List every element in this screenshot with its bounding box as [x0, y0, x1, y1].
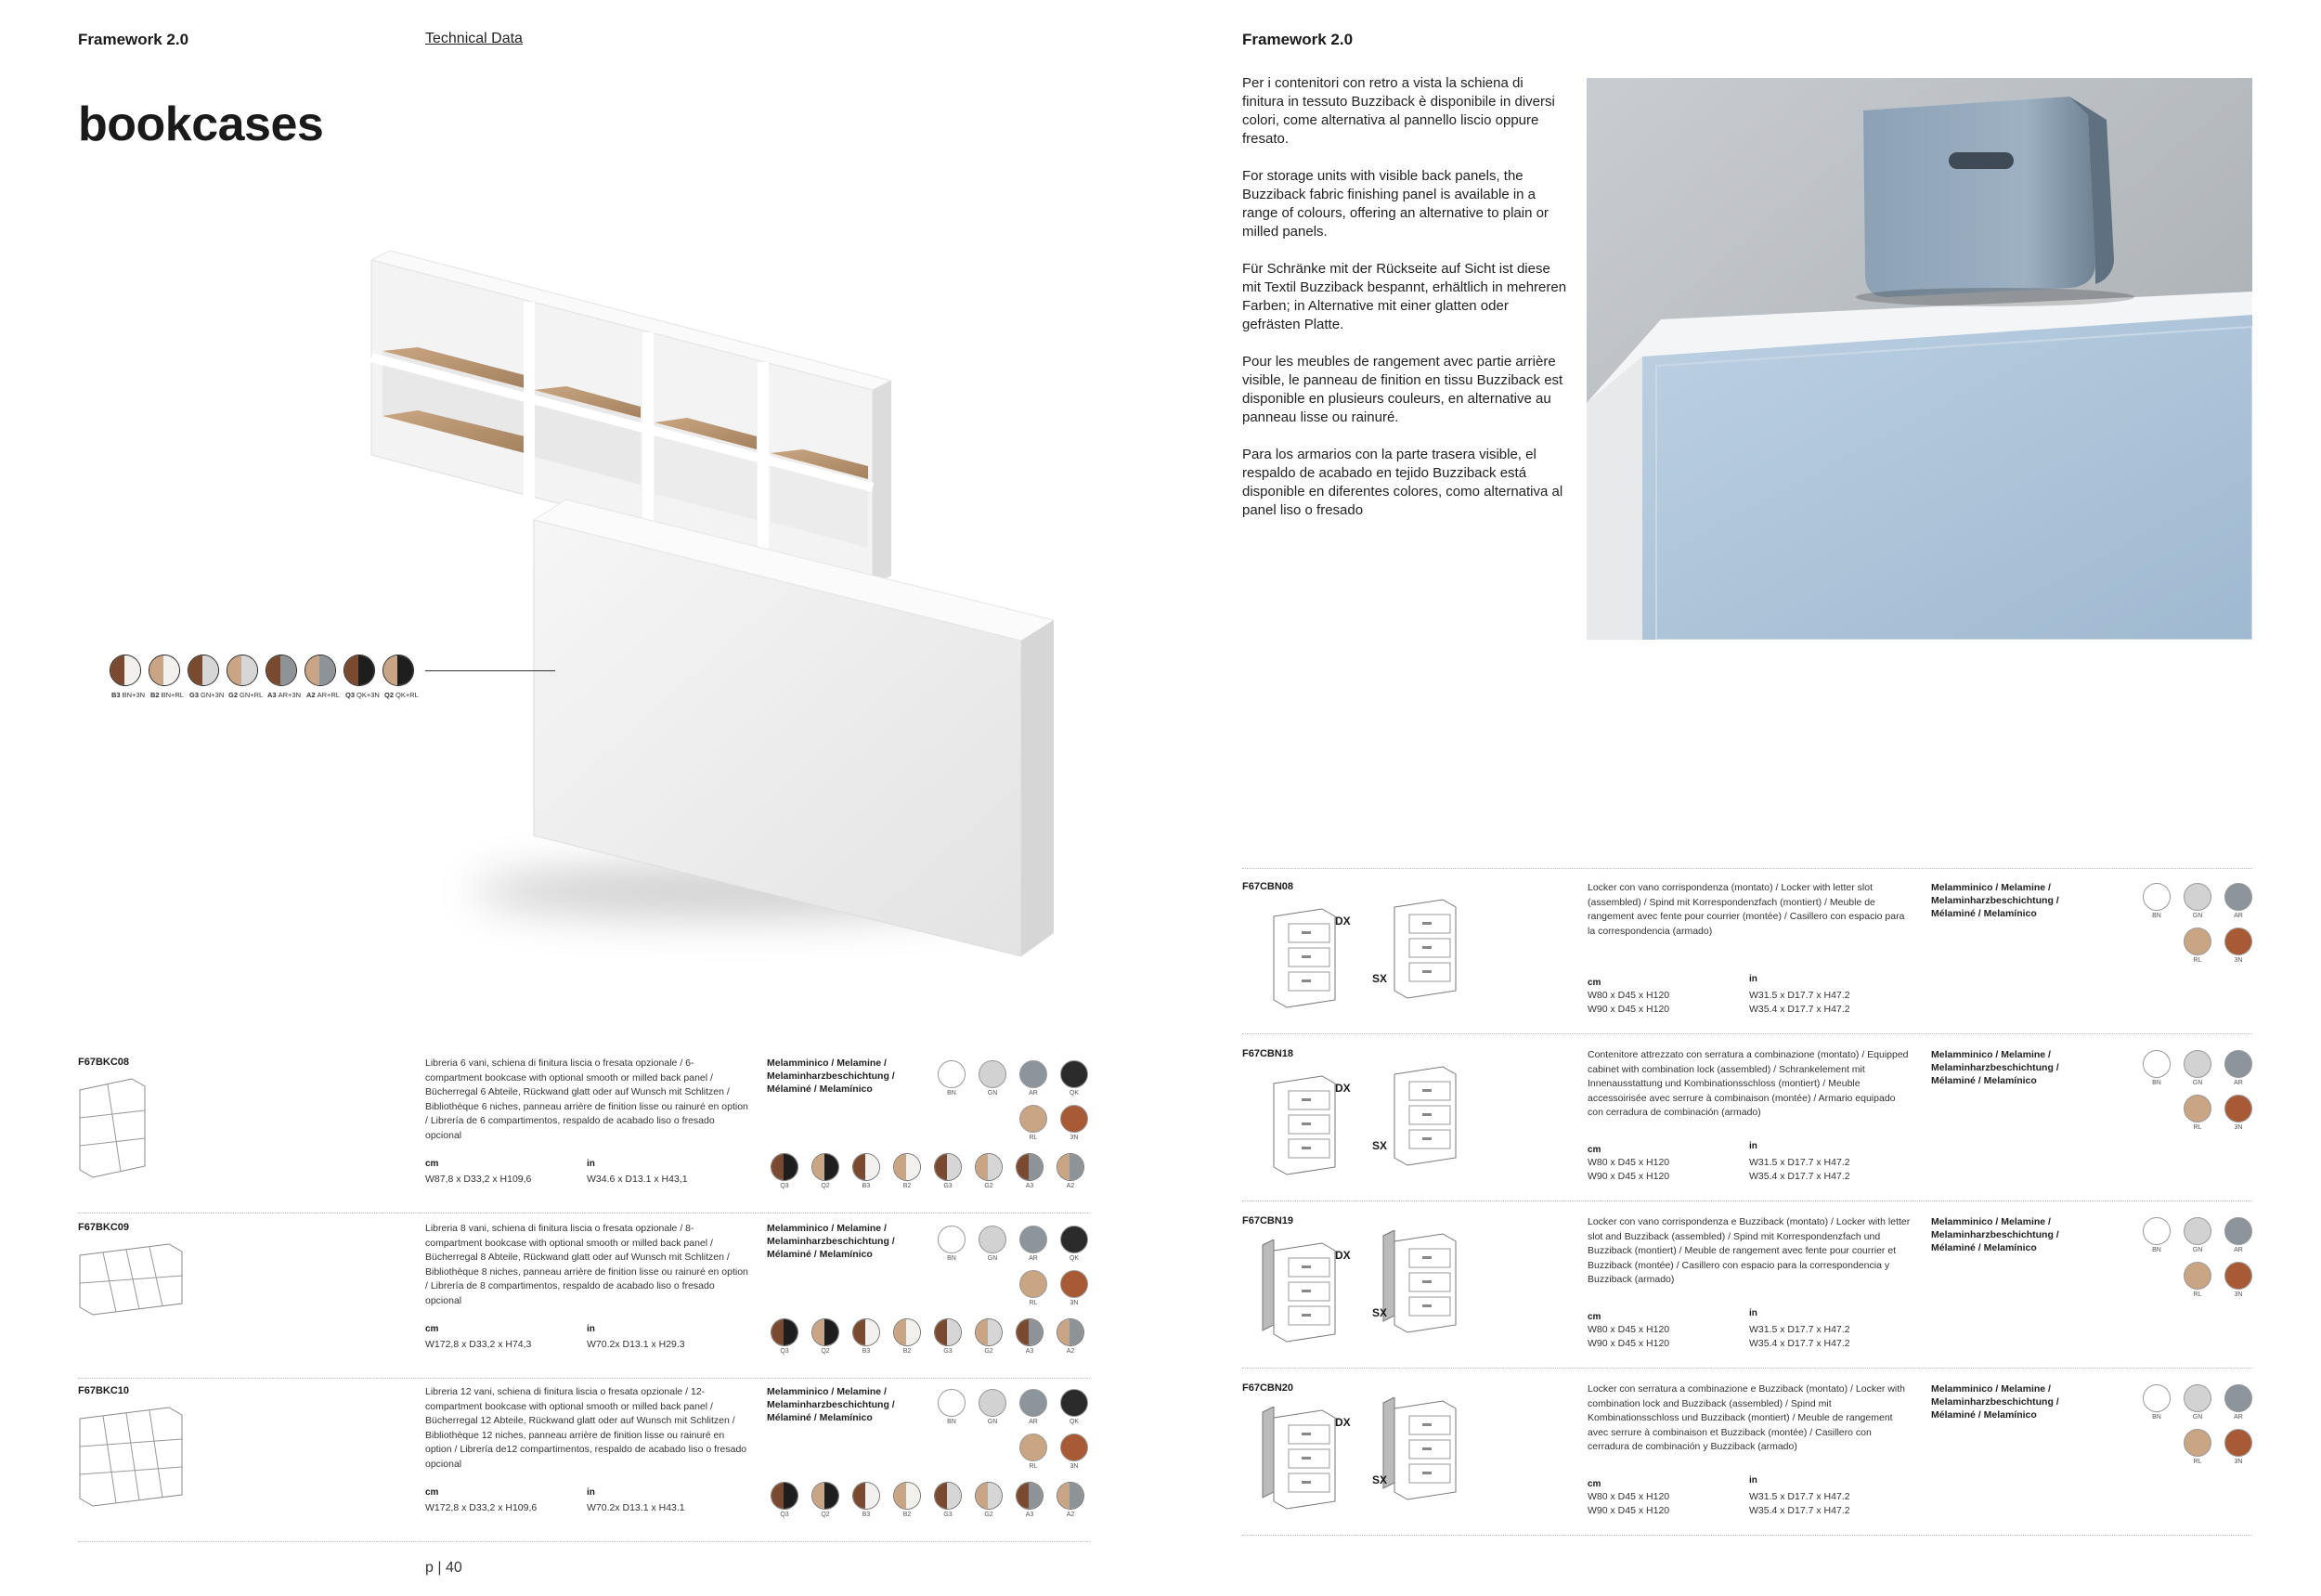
dim-label-cm: cm — [1588, 978, 1601, 988]
swatch-label: G3 — [943, 1512, 953, 1518]
dim-in: W70.2x D13.1 x H43.1 — [587, 1502, 685, 1513]
dim-in: W31.5 x D17.7 x H47.2 — [1749, 1324, 1850, 1335]
product-description: Locker con serratura a combinazione e Buzziback (montato) / Locker with combination lock and Buzziback (assembled) / Spind mit Kombinationsschloss und Buzziback (montiert) / Meuble de rangement avec serrure à combinaison et Buzziback (montée) / Casillero con cerradura de combinación y Buzziback (armado) — [1588, 1383, 1905, 1452]
swatch-label: GN — [2192, 1414, 2203, 1421]
swatch-label: RL — [1029, 1300, 1038, 1306]
dim-label-cm: cm — [1588, 1479, 1601, 1489]
swatch-bn — [938, 1226, 966, 1253]
swatch-label: AR — [2234, 913, 2243, 919]
combo-swatch-g2 — [975, 1153, 1003, 1181]
dim-label-cm: cm — [425, 1487, 439, 1498]
combo-swatch-a3 — [1016, 1318, 1044, 1346]
intro-en: For storage units with visible back panels, the Buzziback fabric finishing panel is available in a range of colours, offering an alternative to plain or milled panels. — [1242, 168, 1549, 240]
swatch-3n — [1060, 1105, 1088, 1133]
material-label: Melamminico / Melamine / Melaminharzbeschichtung / Mélaminé / Melamínico — [767, 1386, 895, 1423]
swatch-label: AR — [1029, 1419, 1038, 1425]
swatch-ar — [2224, 1050, 2252, 1078]
combo-swatch-b3 — [852, 1153, 880, 1181]
product-description: Locker con vano corrispondenza (montato) / Locker with letter slot (assembled) / Spind mit Korrespondenzfach (montiert) / Meuble de rangement avec fente pour courrier (montée) / Casillero con espacio para la correspondencia (armado) — [1588, 882, 1905, 937]
combo-label — [306, 691, 340, 699]
material-label: Melamminico / Melamine / Melaminharzbeschichtung / Mélaminé / Melamínico — [1931, 882, 2059, 919]
swatch-rl — [2184, 1095, 2211, 1122]
combo-label — [189, 691, 224, 699]
technical-data-link[interactable]: Technical Data — [425, 31, 523, 46]
swatch-label: AR — [2234, 1247, 2243, 1253]
swatch-label: 3N — [1070, 1135, 1079, 1141]
swatch-ar — [2224, 1217, 2252, 1245]
table-row — [78, 1214, 1090, 1380]
combo-swatch-b2 — [149, 655, 180, 686]
combo-swatch-q3 — [771, 1318, 798, 1346]
dim-label-cm: cm — [1588, 1145, 1601, 1155]
combo-desc: QK+RL — [395, 691, 419, 699]
combo-code: A3 — [267, 691, 277, 699]
combo-swatch-q2 — [811, 1482, 839, 1510]
product-diagram — [78, 1406, 189, 1512]
swatch-label: BN — [2152, 913, 2161, 919]
swatch-label: BN — [947, 1090, 956, 1096]
swatch-ar — [1019, 1060, 1047, 1088]
swatch-label: BN — [2152, 1080, 2161, 1086]
combo-swatch-q3 — [344, 655, 375, 686]
bookcase-hero-image — [334, 251, 1058, 966]
swatch-gn — [2184, 1384, 2211, 1412]
swatch-label: A3 — [1025, 1183, 1034, 1189]
swatch-label: Q3 — [780, 1348, 789, 1355]
cabinet-diagram-sx — [1381, 1063, 1471, 1181]
combo-swatch-g3 — [934, 1153, 962, 1181]
combo-desc: BN+RL — [161, 691, 184, 699]
swatch-label: A2 — [1066, 1512, 1075, 1518]
material-label: Melamminico / Melamine / Melaminharzbeschichtung / Mélaminé / Melamínico — [767, 1223, 895, 1260]
combo-label — [150, 691, 184, 699]
intro-text — [1242, 74, 1567, 538]
combo-code: Q3 — [345, 691, 356, 699]
swatch-rl — [2184, 1429, 2211, 1457]
swatch-label: RL — [1029, 1463, 1038, 1470]
swatch-bn — [2143, 1217, 2171, 1245]
intro-de: Für Schränke mit der Rückseite auf Sicht ist diese mit Textil Buzziback bespannt, erhältlich in mehreren Farben; in Alternative mit einer glatten oder gefrästen Platte. — [1242, 261, 1567, 332]
brand-right: Framework 2.0 — [1242, 31, 1354, 48]
swatch-label: AR — [2234, 1080, 2243, 1086]
dim-cm: W80 x D45 x H120 — [1588, 1157, 1670, 1168]
swatch-label: QK — [1069, 1419, 1080, 1425]
swatch-rl — [1019, 1434, 1047, 1461]
product-code: F67BKC10 — [78, 1385, 130, 1396]
sx-label: SX — [1372, 1306, 1388, 1319]
dim-cm: W80 x D45 x H120 — [1588, 990, 1670, 1001]
swatch-label: A3 — [1025, 1348, 1034, 1355]
combo-desc: AR+RL — [317, 691, 340, 699]
swatch-ar — [2224, 883, 2252, 911]
sx-label: SX — [1372, 972, 1388, 985]
dim-in: W35.4 x D17.7 x H47.2 — [1749, 1004, 1850, 1015]
swatch-label: GN — [2192, 1080, 2203, 1086]
swatch-label: GN — [2192, 1247, 2203, 1253]
swatch-3n — [1060, 1270, 1088, 1298]
swatch-label: AR — [1029, 1255, 1038, 1262]
intro-fr: Pour les meubles de rangement avec partie arrière visible, le panneau de finition en tissu Buzziback est disponible en plusieurs couleurs, en alternative au panneau lisse ou rainuré. — [1242, 354, 1563, 425]
combo-code: Q2 — [384, 691, 395, 699]
row-divider — [1242, 1368, 2252, 1369]
combo-swatch-q3 — [771, 1482, 798, 1510]
swatch-ar — [1019, 1389, 1047, 1417]
table-row — [78, 1378, 1090, 1543]
swatch-label: RL — [2193, 1124, 2202, 1131]
combo-swatch-a2 — [305, 655, 336, 686]
combo-code: B3 — [111, 691, 121, 699]
swatch-label: RL — [2193, 1459, 2202, 1465]
dim-cm: W90 x D45 x H120 — [1588, 1004, 1670, 1015]
product-code: F67CBN19 — [1242, 1215, 1294, 1226]
dx-label: DX — [1335, 1082, 1351, 1095]
swatch-label: B3 — [862, 1183, 871, 1189]
dim-in: W31.5 x D17.7 x H47.2 — [1749, 1157, 1850, 1168]
product-code: F67CBN18 — [1242, 1048, 1294, 1059]
combo-swatch-b2 — [893, 1482, 921, 1510]
cabinet-spec-table — [1242, 868, 2252, 1537]
combo-swatch-g2 — [227, 655, 258, 686]
dim-cm: W172,8 x D33,2 x H74,3 — [425, 1339, 532, 1350]
swatch-label: Q3 — [780, 1512, 789, 1518]
combo-swatch-a2 — [1057, 1153, 1084, 1181]
swatch-label: AR — [1029, 1090, 1038, 1096]
dim-label-in: in — [587, 1159, 595, 1169]
combo-label — [384, 691, 419, 699]
dim-in: W31.5 x D17.7 x H47.2 — [1749, 1491, 1850, 1502]
swatch-label: GN — [987, 1419, 998, 1425]
dim-label-cm: cm — [1588, 1312, 1601, 1322]
dim-in: W31.5 x D17.7 x H47.2 — [1749, 990, 1850, 1001]
combo-label — [111, 691, 145, 699]
table-row — [1242, 1035, 2252, 1202]
swatch-label: A2 — [1066, 1183, 1075, 1189]
swatch-label: RL — [2193, 957, 2202, 964]
swatch-3n — [2224, 928, 2252, 955]
product-code: F67BKC09 — [78, 1222, 130, 1233]
swatch-label: BN — [2152, 1414, 2161, 1421]
sx-label: SX — [1372, 1139, 1388, 1152]
dim-cm: W90 x D45 x H120 — [1588, 1338, 1670, 1349]
combo-swatch-g2 — [975, 1318, 1003, 1346]
swatch-label: 3N — [2234, 1291, 2243, 1298]
swatch-bn — [2143, 1384, 2171, 1412]
swatch-bn — [2143, 883, 2171, 911]
swatch-label: BN — [947, 1255, 956, 1262]
product-description: Libreria 8 vani, schiena di finitura liscia o fresata opzionale / 8-compartment bookcase with optional smooth or milled back panel / Bücherregal 8 Abteile, Rückwand glatt oder auf Wunsch mit Schlitzen / Bibliothèque 8 niches, panneau arrière de finition lisse ou rainuré en option / Librería de 8 compartimentos, respaldo de acabado liso o fresado opcional — [425, 1223, 748, 1306]
cabinet-diagram-sx — [1381, 896, 1471, 1014]
swatch-label: RL — [1029, 1135, 1038, 1141]
combo-swatch-b3 — [852, 1482, 880, 1510]
combo-swatch-a3 — [266, 655, 297, 686]
swatch-qk — [1060, 1060, 1088, 1088]
product-code: F67BKC08 — [78, 1057, 130, 1068]
combo-swatch-q2 — [811, 1153, 839, 1181]
page-number: p | 40 — [425, 1560, 462, 1576]
swatch-ar — [1019, 1226, 1047, 1253]
leader-line — [425, 670, 555, 671]
dim-cm: W90 x D45 x H120 — [1588, 1505, 1670, 1516]
combo-swatch-b3 — [110, 655, 141, 686]
swatch-bn — [938, 1389, 966, 1417]
swatch-bn — [2143, 1050, 2171, 1078]
intro-it: Per i contenitori con retro a vista la schiena di finitura in tessuto Buzziback è disponibile in diversi colori, come alternativa al pannello liscio oppure fresato. — [1242, 75, 1555, 147]
combo-label — [345, 691, 380, 699]
dim-in: W35.4 x D17.7 x H47.2 — [1749, 1171, 1850, 1182]
swatch-label: GN — [987, 1255, 998, 1262]
dim-cm: W172,8 x D33,2 x H109,6 — [425, 1502, 538, 1513]
swatch-gn — [2184, 1050, 2211, 1078]
dim-cm: W80 x D45 x H120 — [1588, 1324, 1670, 1335]
swatch-gn — [2184, 883, 2211, 911]
product-diagram — [78, 1077, 152, 1184]
swatch-3n — [2224, 1262, 2252, 1290]
material-label: Melamminico / Melamine / Melaminharzbeschichtung / Mélaminé / Melamínico — [1931, 1049, 2059, 1086]
swatch-label: G2 — [984, 1183, 993, 1189]
combo-swatch-g3 — [188, 655, 219, 686]
table-row — [1242, 868, 2252, 1035]
swatch-rl — [1019, 1105, 1047, 1133]
material-label: Melamminico / Melamine / Melaminharzbeschichtung / Mélaminé / Melamínico — [1931, 1383, 2059, 1421]
row-divider — [78, 1541, 1090, 1542]
swatch-label: B2 — [902, 1512, 912, 1518]
combo-swatch-g2 — [975, 1482, 1003, 1510]
swatch-bn — [938, 1060, 966, 1088]
combo-swatch-b2 — [893, 1318, 921, 1346]
combo-swatch-q2 — [383, 655, 414, 686]
swatch-label: RL — [2193, 1291, 2202, 1298]
swatch-label: G2 — [984, 1512, 993, 1518]
dim-in: W70.2x D13.1 x H29.3 — [587, 1339, 685, 1350]
swatch-gn — [979, 1226, 1006, 1253]
table-row — [1242, 1369, 2252, 1537]
swatch-gn — [979, 1389, 1006, 1417]
swatch-rl — [2184, 928, 2211, 955]
dim-in: W35.4 x D17.7 x H47.2 — [1749, 1338, 1850, 1349]
swatch-rl — [2184, 1262, 2211, 1290]
bookcase-spec-table — [78, 1049, 1090, 1541]
dim-label-in: in — [1749, 1475, 1757, 1486]
swatch-label: 3N — [1070, 1463, 1079, 1470]
product-code: F67CBN20 — [1242, 1382, 1294, 1394]
dim-cm: W87,8 x D33,2 x H109,6 — [425, 1174, 532, 1185]
combo-swatch-a3 — [1016, 1153, 1044, 1181]
swatch-label: AR — [2234, 1414, 2243, 1421]
row-divider — [1242, 1033, 2252, 1034]
table-row — [78, 1049, 1090, 1214]
swatch-qk — [1060, 1389, 1088, 1417]
row-divider — [1242, 1535, 2252, 1536]
combo-code: G3 — [189, 691, 200, 699]
finish-combination-chain — [110, 655, 555, 710]
dx-label: DX — [1335, 1249, 1351, 1262]
buzziback-photo — [1587, 78, 2252, 640]
dim-label-in: in — [587, 1324, 595, 1334]
combo-desc: QK+3N — [357, 691, 380, 699]
combo-swatch-a2 — [1057, 1482, 1084, 1510]
swatch-label: GN — [2192, 913, 2203, 919]
dim-cm: W90 x D45 x H120 — [1588, 1171, 1670, 1182]
combo-desc: AR+3N — [278, 691, 301, 699]
swatch-label: A2 — [1066, 1348, 1075, 1355]
combo-label — [228, 691, 263, 699]
swatch-label: QK — [1069, 1090, 1080, 1096]
swatch-3n — [2224, 1095, 2252, 1122]
swatch-label: Q2 — [821, 1183, 830, 1189]
cabinet-diagram-sx — [1381, 1230, 1471, 1348]
swatch-label: A3 — [1025, 1512, 1034, 1518]
swatch-gn — [2184, 1217, 2211, 1245]
intro-es: Para los armarios con la parte trasera visible, el respaldo de acabado en tejido Buzziback está disponible en diferentes colores, como alternativa al panel liso o fresado — [1242, 447, 1563, 518]
dim-label-in: in — [587, 1487, 595, 1498]
swatch-rl — [1019, 1270, 1047, 1298]
dx-label: DX — [1335, 915, 1351, 928]
swatch-qk — [1060, 1226, 1088, 1253]
swatch-label: Q3 — [780, 1183, 789, 1189]
combo-swatch-q3 — [771, 1153, 798, 1181]
product-description: Locker con vano corrispondenza e Buzziback (montato) / Locker with letter slot and Buzziback (assembled) / Spind mit Korrespondenzfach und Buzziback (montiert) / Meuble de rangement avec fente pour courrier et Buzziback (montée) / Casillero con espacio para la correspondencia y Buzziback (armado) — [1588, 1216, 1911, 1285]
combo-swatch-b3 — [852, 1318, 880, 1346]
combo-desc: GN+RL — [240, 691, 264, 699]
product-diagram — [78, 1242, 189, 1321]
swatch-label: BN — [2152, 1247, 2161, 1253]
swatch-label: G3 — [943, 1348, 953, 1355]
swatch-label: 3N — [1070, 1300, 1079, 1306]
swatch-3n — [1060, 1434, 1088, 1461]
swatch-ar — [2224, 1384, 2252, 1412]
brand-left: Framework 2.0 — [78, 31, 189, 48]
swatch-label: B2 — [902, 1183, 912, 1189]
combo-code: B2 — [150, 691, 160, 699]
dim-in: W34.6 x D13.1 x H43,1 — [587, 1174, 688, 1185]
combo-swatch-q2 — [811, 1318, 839, 1346]
sx-label: SX — [1372, 1473, 1388, 1486]
dim-label-in: in — [1749, 1141, 1757, 1151]
combo-label — [267, 691, 301, 699]
combo-desc: BN+3N — [122, 691, 145, 699]
row-divider — [1242, 1200, 2252, 1201]
swatch-label: Q2 — [821, 1348, 830, 1355]
swatch-label: QK — [1069, 1255, 1080, 1262]
swatch-label: B2 — [902, 1348, 912, 1355]
swatch-label: B3 — [862, 1512, 871, 1518]
product-code: F67CBN08 — [1242, 881, 1294, 892]
dim-label-cm: cm — [425, 1159, 439, 1169]
material-label: Melamminico / Melamine / Melaminharzbeschichtung / Mélaminé / Melamínico — [1931, 1216, 2059, 1253]
combo-swatch-g3 — [934, 1318, 962, 1346]
swatch-label: GN — [987, 1090, 998, 1096]
combo-desc: GN+3N — [201, 691, 225, 699]
combo-swatch-a2 — [1057, 1318, 1084, 1346]
table-row — [1242, 1202, 2252, 1369]
dim-label-cm: cm — [425, 1324, 439, 1334]
swatch-label: B3 — [862, 1348, 871, 1355]
product-description: Contenitore attrezzato con serratura a combinazione (montato) / Equipped cabinet with combination lock (assembled) / Schrankelement mit Innenausstattung und Kombinationsschloss (montiert) / Meuble accessoirisée avec serrure à combinaison (montée) / Armario equipado con cerradura de combinación (armado) — [1588, 1049, 1909, 1118]
swatch-label: 3N — [2234, 1124, 2243, 1131]
dim-label-in: in — [1749, 1308, 1757, 1318]
combo-swatch-a3 — [1016, 1482, 1044, 1510]
combo-swatch-b2 — [893, 1153, 921, 1181]
dim-label-in: in — [1749, 974, 1757, 984]
swatch-label: 3N — [2234, 1459, 2243, 1465]
swatch-label: Q2 — [821, 1512, 830, 1518]
swatch-label: BN — [947, 1419, 956, 1425]
dx-label: DX — [1335, 1416, 1351, 1429]
page-title: bookcases — [78, 97, 324, 151]
dim-in: W35.4 x D17.7 x H47.2 — [1749, 1505, 1850, 1516]
swatch-label: G2 — [984, 1348, 993, 1355]
swatch-3n — [2224, 1429, 2252, 1457]
cabinet-diagram-sx — [1381, 1397, 1471, 1515]
product-description: Libreria 12 vani, schiena di finitura liscia o fresata opzionale / 12-compartment bookcase with optional smooth or milled back panel / Bücherregal 12 Abteile, Rückwand glatt oder auf Wunsch mit Schlitzen / Bibliothèque 12 niches, panneau arrière de finition lisse ou rainuré en option / Librería de12 compartimentos, respaldo de acabado liso o fresado opcional — [425, 1386, 747, 1470]
product-description: Libreria 6 vani, schiena di finitura liscia o fresata opzionale / 6-compartment bookcase with optional smooth or milled back panel / Bücherregal 6 Abteile, Rückwand glatt oder auf Wunsch mit Schlitzen / Bibliothèque 6 niches, panneau arrière de finition lisse ou rainuré en option / Librería de 6 compartimentos, respaldo de acabado liso o fresado opcional — [425, 1058, 748, 1141]
combo-code: A2 — [306, 691, 316, 699]
swatch-gn — [979, 1060, 1006, 1088]
combo-swatch-g3 — [934, 1482, 962, 1510]
dim-cm: W80 x D45 x H120 — [1588, 1491, 1670, 1502]
combo-code: G2 — [228, 691, 239, 699]
swatch-label: 3N — [2234, 957, 2243, 964]
material-label: Melamminico / Melamine / Melaminharzbeschichtung / Mélaminé / Melamínico — [767, 1058, 895, 1095]
swatch-label: G3 — [943, 1183, 953, 1189]
